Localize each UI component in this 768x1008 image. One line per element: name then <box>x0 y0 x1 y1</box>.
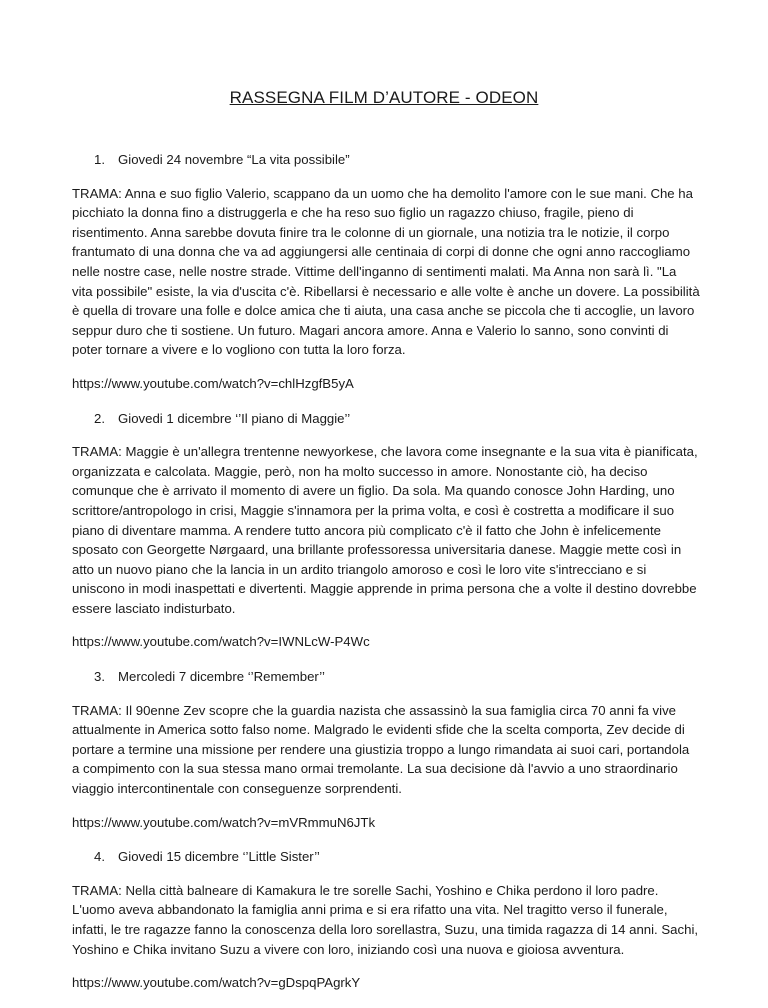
film-heading <box>72 847 700 867</box>
film-plot: TRAMA: Maggie è un'allegra trentenne newyorkese, che lavora come insegnante e la sua vita è pianificata, organizzata e calcolata. Maggie, però, non ha molto successo in amore. Nonostante ciò, ha deciso comunque che è arrivato il momento di avere un figlio. Da sola. Ma quando conosce John Harding, uno scrittore/antropologo in crisi, Maggie s'innamora per la prima volta, e così è costretta a modificare il suo piano di diventare mamma. A rendere tutto ancora più complicato c'è il fatto che John è infelicemente sposato con Georgette Nørgaard, una brillante professoressa universitaria danese. Maggie mette così in atto un nuovo piano che la lancia in un ardito triangolo amoroso e così le loro vite s'intrecciano e si uniscono in modi inaspettati e divertenti. Maggie apprende in prima persona che a volte il destino dovrebbe essere lasciato indisturbato. <box>72 444 698 616</box>
film-heading-text: Giovedi 24 novembre “La vita possibile” <box>118 152 350 167</box>
list-number: 3. <box>94 669 105 685</box>
film-plot: TRAMA: Il 90enne Zev scopre che la guardia nazista che assassinò la sua famiglia circa 70 anni fa vive attualmente in America sotto falso nome. Malgrado le evidenti sfide che la scelta comporta, Zev decide di portare a termine una missione per rendere una giustizia troppo a lungo rimandata ai suoi cari, portandola a compimento con la sua stessa mano ormai tremolante. La sua decisione dà l'avvio a uno straordinario viaggio intercontinentale con conseguenze sorprendenti. <box>72 702 690 797</box>
film-heading-text: Giovedi 1 dicembre ‘’Il piano di Maggie’’ <box>118 410 351 426</box>
film-plot: TRAMA: Nella città balneare di Kamakura le tre sorelle Sachi, Yoshino e Chika perdono il loro padre. L'uomo aveva abbandonato la famiglia anni prima e si era rifatto una vita. Nel tragitto verso il funerale, infatti, le tre ragazze fanno la conoscenza della loro sorellastra, Suzu, una timida ragazza di 14 anni. Sachi, Yoshino e Chika invitano Suzu a vivere con loro, iniziando così una nuova e gioiosa avventura. <box>72 882 699 957</box>
film-entry-1 <box>72 150 700 394</box>
trailer-link[interactable]: https://www.youtube.com/watch?v=mVRmmuN6JTk <box>72 814 376 830</box>
film-list <box>72 150 700 1008</box>
film-heading <box>72 150 700 170</box>
film-heading <box>72 667 700 687</box>
film-heading-text: Giovedi 15 dicembre ‘’Little Sister’’ <box>118 849 320 865</box>
film-heading-text: Mercoledi 7 dicembre ‘’Remember’’ <box>118 669 325 685</box>
list-number: 4. <box>94 849 105 865</box>
trailer-link[interactable]: https://www.youtube.com/watch?v=chlHzgfB5yA <box>72 375 354 391</box>
film-entry-3 <box>72 667 700 832</box>
list-number: 2. <box>94 410 105 426</box>
trailer-link[interactable]: https://www.youtube.com/watch?v=gDspqPAgrkY <box>72 975 361 991</box>
film-entry-4 <box>72 847 700 993</box>
film-heading <box>72 409 700 429</box>
list-number: 1. <box>94 152 105 167</box>
trailer-link[interactable]: https://www.youtube.com/watch?v=IWNLcW-P4Wc <box>72 634 370 650</box>
film-plot: TRAMA: Anna e suo figlio Valerio, scappano da un uomo che ha demolito l'amore con le sue mani. Che ha picchiato la donna fino a distruggerla e che ha reso suo figlio un ragazzo chiuso, fragile, pieno di risentimento. Anna sarebbe dovuta finire tra le colonne di un giornale, una notizia tra le notizie, il corpo frantumato di una donna che va ad aggiungersi alle centinaia di corpi di donne che ogni anno raccogliamo nelle nostre case, nelle nostre strade. Vittime dell'inganno di sentimenti malati. Ma Anna non sarà lì. "La vita possibile" esiste, la via d'uscita c'è. Ribellarsi è necessario e alle volte è anche un dovere. La possibilità è quella di trovare una folle e dolce amica che ti aiuta, una casa anche se piccola che ti accoglie, un lavoro seppur duro che ti sostiene. Un futuro. Magari ancora amore. Anna e Valerio lo sanno, sono convinti di poter tornare a vivere e lo vogliono con tutta la loro forza. <box>72 185 700 358</box>
film-entry-2 <box>72 409 700 653</box>
page-title: RASSEGNA FILM D’AUTORE - ODEON <box>229 88 539 107</box>
